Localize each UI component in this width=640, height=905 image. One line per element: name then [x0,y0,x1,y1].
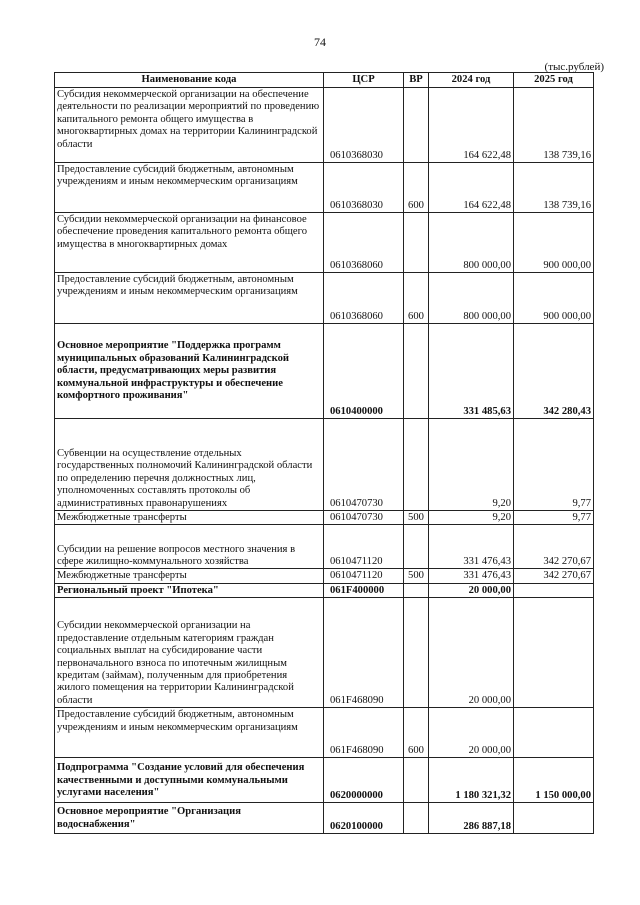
row-csr: 0610368030 [324,163,404,213]
row-csr: 0620100000 [324,803,404,834]
row-2025 [514,598,594,708]
row-2025 [514,803,594,834]
row-2025: 1 150 000,00 [514,758,594,803]
row-name: Субсидия некоммерческой организации на обеспечение деятельности по реализации мероприятий по проведению капитального ремонта общего имущества в многоквартирных домах на территории Калининградской области [55,88,324,163]
row-2025 [514,708,594,758]
row-name: Предоставление субсидий бюджетным, автономным учреждениям и иным некоммерческим организациям [55,163,324,213]
table-row [55,88,594,163]
row-vr: 600 [404,708,429,758]
table-row [55,598,594,708]
row-2025: 342 270,67 [514,525,594,569]
row-2024: 164 622,48 [429,88,514,163]
row-vr [404,419,429,511]
row-vr: 600 [404,163,429,213]
row-2024: 800 000,00 [429,213,514,273]
table-row [55,213,594,273]
row-2025: 138 739,16 [514,163,594,213]
table-row [55,708,594,758]
budget-table [54,72,594,834]
table-row [55,583,594,597]
row-2024: 800 000,00 [429,273,514,324]
row-2024: 20 000,00 [429,708,514,758]
row-2024: 164 622,48 [429,163,514,213]
row-2024: 286 887,18 [429,803,514,834]
row-vr [404,525,429,569]
row-name: Субсидии на решение вопросов местного значения в сфере жилищно-коммунального хозяйства [55,525,324,569]
row-name: Субсидии некоммерческой организации на финансовое обеспечение проведения капитального ремонта общего имущества в многоквартирных домах [55,213,324,273]
row-vr [404,598,429,708]
row-csr: 061F468090 [324,598,404,708]
row-2025: 342 270,67 [514,569,594,583]
header-2025: 2025 год [514,73,594,88]
row-csr: 0610368060 [324,273,404,324]
row-csr: 061F400000 [324,583,404,597]
row-name: Региональный проект "Ипотека" [55,583,324,597]
row-name: Основное мероприятие "Организация водоснабжения" [55,803,324,834]
table-row [55,324,594,419]
table-row [55,419,594,511]
row-2025: 138 739,16 [514,88,594,163]
row-name: Предоставление субсидий бюджетным, автономным учреждениям и иным некоммерческим организациям [55,273,324,324]
table-row [55,569,594,583]
row-name: Подпрограмма "Создание условий для обеспечения качественными и доступными коммунальными услугами населения" [55,758,324,803]
row-2024: 20 000,00 [429,583,514,597]
table-row [55,758,594,803]
row-2024: 9,20 [429,511,514,525]
row-vr [404,758,429,803]
row-2024: 1 180 321,32 [429,758,514,803]
row-2024: 20 000,00 [429,598,514,708]
row-2025: 900 000,00 [514,273,594,324]
row-csr: 0610470730 [324,511,404,525]
row-2025 [514,583,594,597]
table-row [55,163,594,213]
row-name: Межбюджетные трансферты [55,569,324,583]
table-header-row [55,73,594,88]
row-2024: 331 476,43 [429,525,514,569]
row-csr: 0610368030 [324,88,404,163]
row-name: Предоставление субсидий бюджетным, автономным учреждениям и иным некоммерческим организациям [55,708,324,758]
row-csr: 0610400000 [324,324,404,419]
header-2024: 2024 год [429,73,514,88]
row-vr: 500 [404,511,429,525]
row-vr [404,88,429,163]
table-row [55,511,594,525]
row-2025: 9,77 [514,419,594,511]
row-vr [404,213,429,273]
row-vr: 500 [404,569,429,583]
row-2025: 342 280,43 [514,324,594,419]
row-csr: 061F468090 [324,708,404,758]
header-vr: ВР [404,73,429,88]
row-csr: 0610471120 [324,569,404,583]
row-name: Субвенции на осуществление отдельных государственных полномочий Калининградской области по определению перечня должностных лиц, уполномоченных составлять протоколы об административных правонарушениях [55,419,324,511]
row-csr: 0610470730 [324,419,404,511]
row-2024: 331 485,63 [429,324,514,419]
table-row [55,525,594,569]
row-vr [404,324,429,419]
row-vr [404,803,429,834]
row-2024: 331 476,43 [429,569,514,583]
table-row [55,273,594,324]
row-2025: 9,77 [514,511,594,525]
page-number: 74 [314,35,326,49]
row-name: Субсидии некоммерческой организации на предоставление отдельным категориям граждан социальных выплат на субсидирование части первоначального взноса по ипотечным жилищным кредитам (займам), полученным для приобретения жилого помещения на территории Калининградской области [55,598,324,708]
row-name: Межбюджетные трансферты [55,511,324,525]
header-csr: ЦСР [324,73,404,88]
row-vr [404,583,429,597]
row-vr: 600 [404,273,429,324]
table-row [55,803,594,834]
row-name: Основное мероприятие "Поддержка программ муниципальных образований Калининградской области, предусматривающих меры развития коммунальной инфраструктуры и обеспечение комфортного проживания" [55,324,324,419]
row-csr: 0610471120 [324,525,404,569]
units-label: (тыс.рублей) [544,61,604,73]
row-csr: 0610368060 [324,213,404,273]
row-2025: 900 000,00 [514,213,594,273]
row-2024: 9,20 [429,419,514,511]
row-csr: 0620000000 [324,758,404,803]
header-name: Наименование кода [55,73,324,88]
